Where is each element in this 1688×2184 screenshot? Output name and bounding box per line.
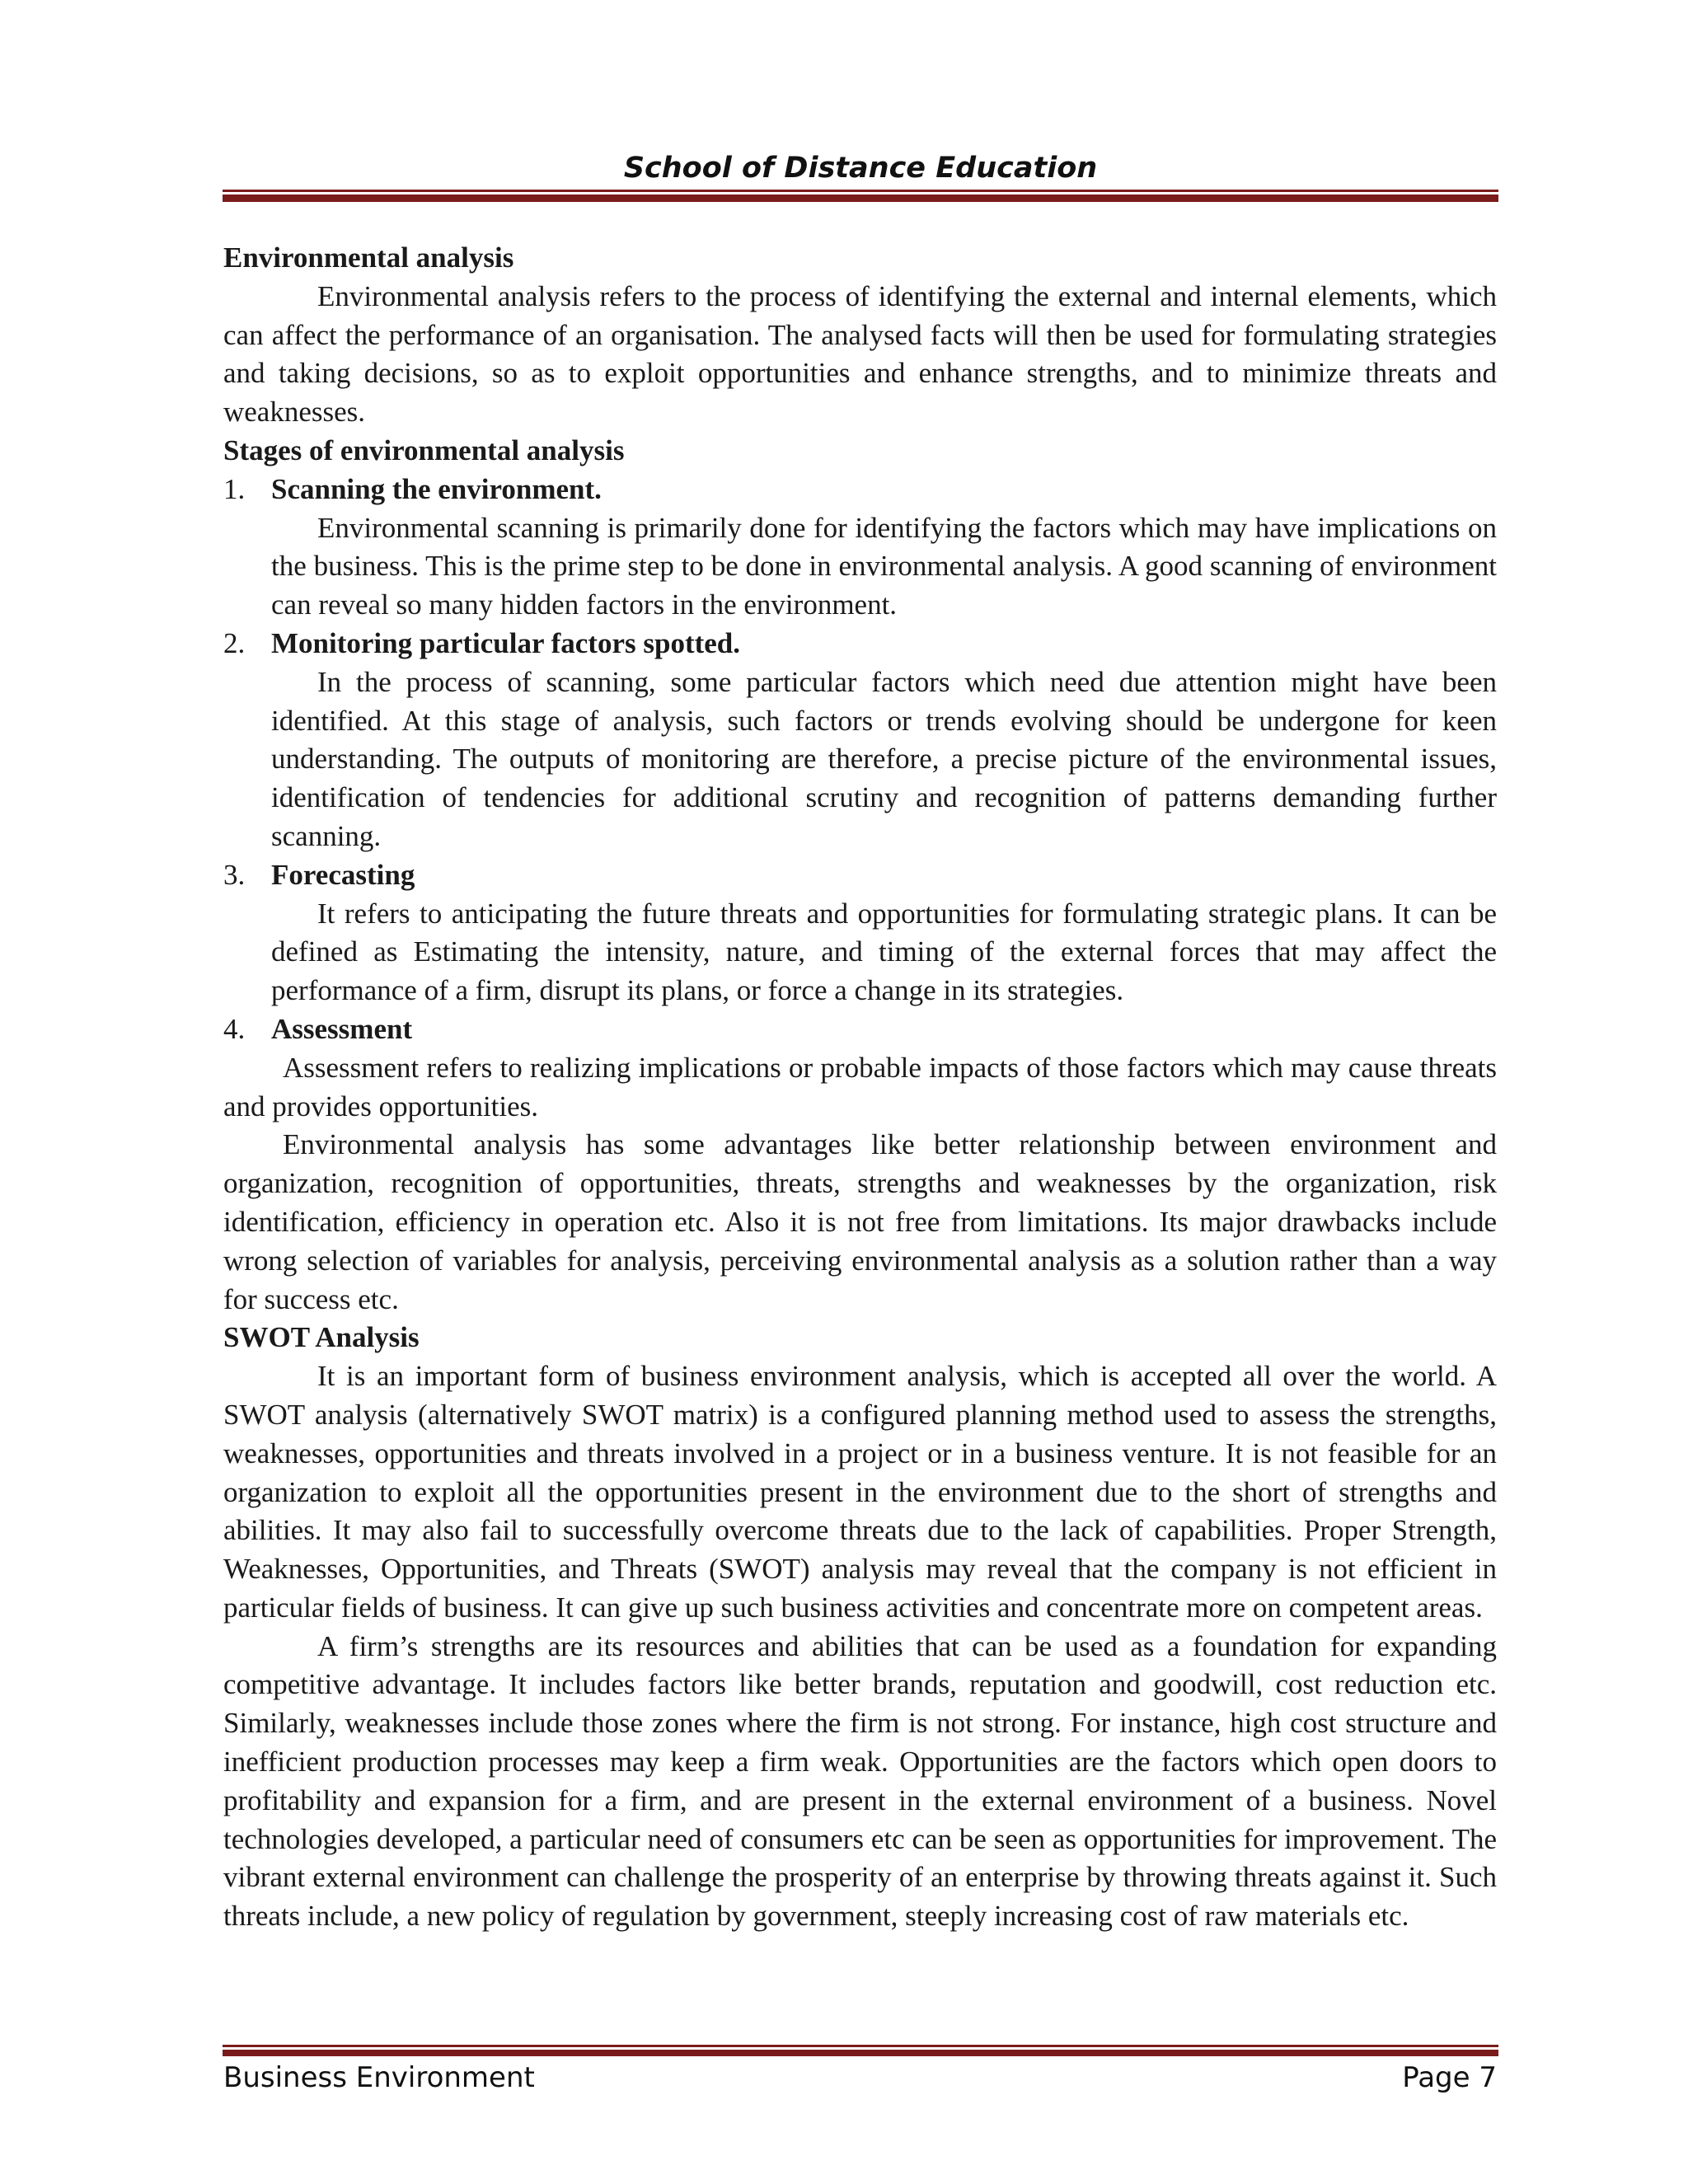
footer-page-number: Page 7 bbox=[1402, 2061, 1497, 2094]
stage-number: 2. bbox=[223, 626, 246, 659]
stage-text: Environmental scanning is primarily done for identifying the factors which may have implications on the business. This is the prime step to be done in environmental analysis. A good scanning of environment can reveal so many hidden factors in the environment. bbox=[271, 511, 1497, 621]
page-content bbox=[223, 239, 1497, 1936]
footer-course-title: Business Environment bbox=[223, 2061, 535, 2094]
stage-number: 1. bbox=[223, 472, 246, 505]
paragraph-environmental-analysis: Environmental analysis refers to the process of identifying the external and internal elements, which can affect the performance of an organisation. The analysed facts will then be used for formulating strategies and taking decisions, so as to exploit opportunities and enhance strengths, and to minimize threats and weaknesses. bbox=[223, 279, 1497, 429]
section-heading-environmental-analysis: Environmental analysis bbox=[223, 241, 514, 274]
stage-text: It refers to anticipating the future threats and opportunities for formulating strategic plans. It can be defined as Estimating the intensity, nature, and timing of the external forces that may affect the performance of a firm, disrupt its plans, or force a change in its strategies. bbox=[271, 897, 1497, 1007]
stage-title: Monitoring particular factors spotted. bbox=[271, 626, 741, 659]
stage-title: Forecasting bbox=[271, 858, 415, 891]
stage-item-assessment bbox=[223, 1010, 1497, 1049]
section-heading-stages: Stages of environmental analysis bbox=[223, 434, 625, 466]
paragraph-swot-factors: A firm’s strengths are its resources and abilities that can be used as a foundation for expanding competitive advantage. It includes factors like better brands, reputation and goodwill, cost reduction etc. Similarly, weaknesses include those zones where the firm is not strong. For instance, high cost structure and inefficient production processes may keep a firm weak. Opportunities are the factors which open doors to profitability and expansion for a firm, and are present in the external environment of a business. Novel technologies developed, a particular need of consumers etc can be seen as opportunities for improvement. The vibrant external environment can challenge the prosperity of an enterprise by throwing threats against it. Such threats include, a new policy of regulation by government, steeply increasing cost of raw materials etc. bbox=[223, 1629, 1497, 1933]
header-divider bbox=[223, 190, 1498, 202]
page-footer bbox=[223, 2057, 1497, 2098]
stage-text: In the process of scanning, some particular factors which need due attention might have been identified. At this stage of analysis, such factors or trends evolving should be undergone for keen understanding. The outputs of monitoring are therefore, a precise picture of the environmental issues, identification of tendencies for additional scrutiny and recognition of patterns demanding further scanning. bbox=[271, 665, 1497, 852]
stage-number: 4. bbox=[223, 1012, 246, 1045]
stage-item-scanning bbox=[223, 471, 1497, 625]
paragraph-swot-intro: It is an important form of business environment analysis, which is accepted all over the world. A SWOT analysis (alternatively SWOT matrix) is a configured planning method used to assess the strengths, weaknesses, opportunities and threats involved in a project or in a business venture. It is not feasible for an organization to exploit all the opportunities present in the environment due to the short of strengths and abilities. It may also fail to successfully overcome threats due to the lack of capabilities. Proper Strength, Weaknesses, Opportunities, and Threats (SWOT) analysis may reveal that the company is not efficient in particular fields of business. It can give up such business activities and concentrate more on competent areas. bbox=[223, 1360, 1497, 1624]
stage-number: 3. bbox=[223, 858, 246, 891]
stage-item-monitoring bbox=[223, 625, 1497, 856]
section-heading-swot: SWOT Analysis bbox=[223, 1321, 420, 1354]
stage-title: Scanning the environment. bbox=[271, 472, 602, 505]
stage-item-forecasting bbox=[223, 856, 1497, 1010]
paragraph-advantages: Environmental analysis has some advantages like better relationship between environment and organization, recognition of opportunities, threats, strengths and weaknesses by the organization, risk identification, efficiency in operation etc. Also it is not free from limitations. Its major drawbacks include wrong selection of variables for analysis, perceiving environmental analysis as a solution rather than a way for success etc. bbox=[223, 1128, 1497, 1315]
paragraph-assessment: Assessment refers to realizing implications or probable impacts of those factors which may cause threats and provides opportunities. bbox=[223, 1051, 1497, 1122]
footer-divider bbox=[223, 2045, 1498, 2056]
page-header-title: School of Distance Education bbox=[623, 152, 1098, 185]
stage-title: Assessment bbox=[271, 1012, 413, 1045]
